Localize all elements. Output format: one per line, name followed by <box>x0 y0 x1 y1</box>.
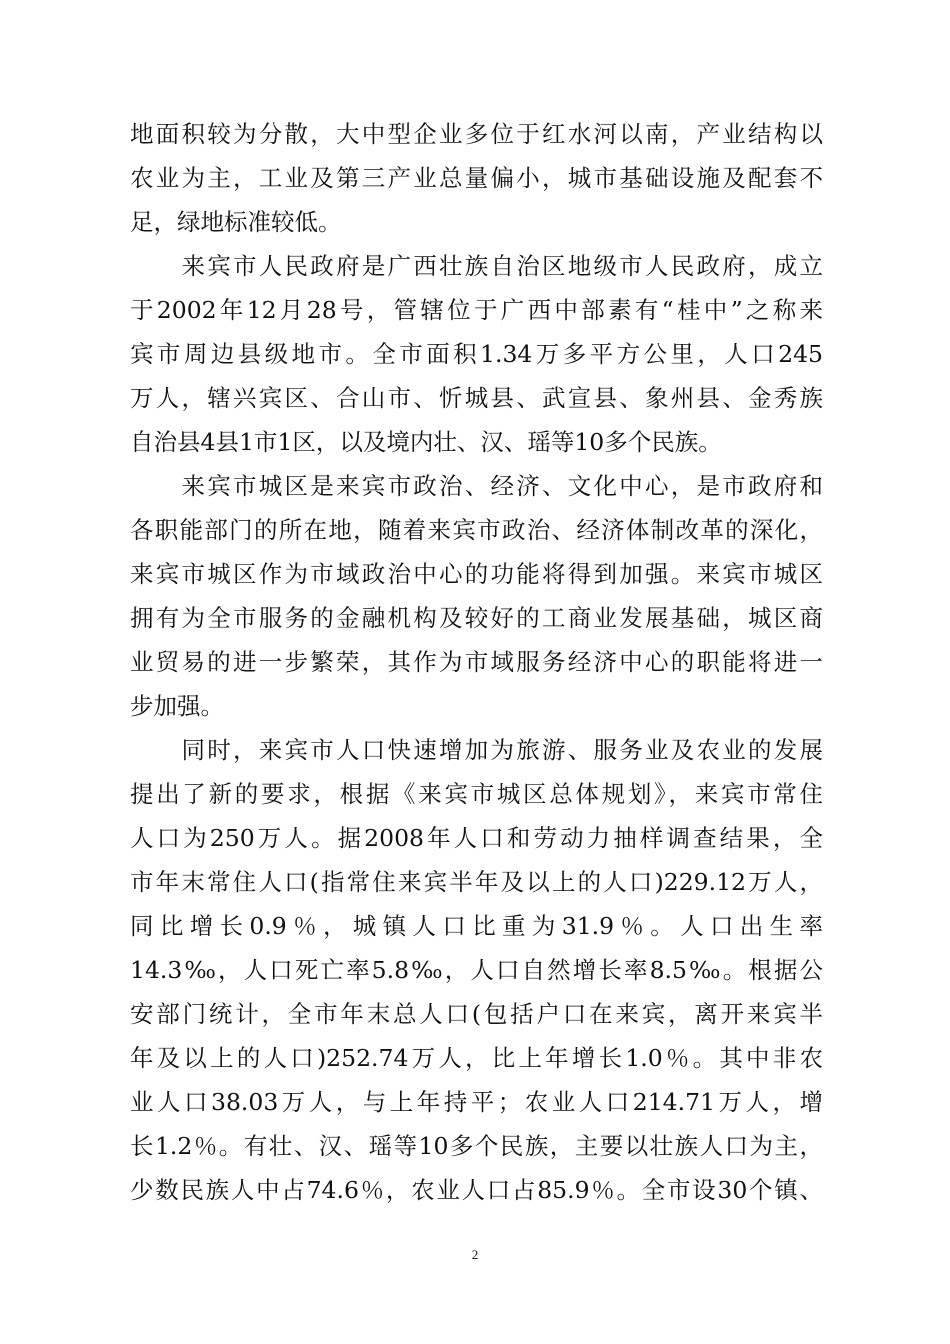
text-line: 年及以上的人口)252.74万人，比上年增长1.0％。其中非农 <box>130 1044 823 1072</box>
paragraph-1 <box>130 112 823 244</box>
text-line: 长1.2％。有壮、汉、瑶等10多个民族，主要以壮族人口为主， <box>130 1132 823 1160</box>
body-text <box>130 112 823 1212</box>
text-line: 14.3‰，人口死亡率5.8‰，人口自然增长率8.5‰。根据公 <box>130 956 823 984</box>
text-line: 于2002年12月28号，管辖位于广西中部素有“桂中”之称来 <box>130 296 823 324</box>
text-line: 步加强。 <box>130 692 224 720</box>
text-line: 安部门统计，全市年末总人口(包括户口在来宾，离开来宾半 <box>130 1000 823 1028</box>
text-line: 人口为250万人。据2008年人口和劳动力抽样调查结果，全 <box>130 824 823 852</box>
text-line: 各职能部门的所在地，随着来宾市政治、经济体制改革的深化， <box>130 516 823 544</box>
text-line: 自治县4县1市1区，以及境内壮、汉、瑶等10多个民族。 <box>130 428 722 456</box>
paragraph-4 <box>130 728 823 1212</box>
paragraph-2 <box>130 244 823 464</box>
text-line: 少数民族人中占74.6％，农业人口占85.9％。全市设30个镇、 <box>130 1176 823 1204</box>
text-line: 地面积较为分散，大中型企业多位于红水河以南，产业结构以 <box>130 120 823 148</box>
text-line: 同比增长0.9％，城镇人口比重为31.9％。人口出生率 <box>130 912 823 940</box>
text-line: 同时，来宾市人口快速增加为旅游、服务业及农业的发展 <box>130 736 823 764</box>
text-line: 农业为主，工业及第三产业总量偏小，城市基础设施及配套不 <box>130 164 823 192</box>
text-line: 万人，辖兴宾区、合山市、忻城县、武宣县、象州县、金秀族 <box>130 384 823 412</box>
page-number: 2 <box>471 1247 479 1262</box>
text-line: 来宾市城区是来宾市政治、经济、文化中心，是市政府和 <box>130 472 823 500</box>
text-line: 足，绿地标准较低。 <box>130 208 342 236</box>
paragraph-3 <box>130 464 823 728</box>
text-line: 宾市周边县级地市。全市面积1.34万多平方公里，人口245 <box>130 340 823 368</box>
text-line: 拥有为全市服务的金融机构及较好的工商业发展基础，城区商 <box>130 604 823 632</box>
text-line: 业人口38.03万人，与上年持平；农业人口214.71万人，增 <box>130 1088 823 1116</box>
text-line: 市年末常住人口(指常住来宾半年及以上的人口)229.12万人， <box>130 868 823 896</box>
text-line: 业贸易的进一步繁荣，其作为市域服务经济中心的职能将进一 <box>130 648 823 676</box>
text-line: 提出了新的要求，根据《来宾市城区总体规划》，来宾市常住 <box>130 780 823 808</box>
text-line: 来宾市城区作为市域政治中心的功能将得到加强。来宾市城区 <box>130 560 823 588</box>
text-line: 来宾市人民政府是广西壮族自治区地级市人民政府，成立 <box>130 252 823 280</box>
